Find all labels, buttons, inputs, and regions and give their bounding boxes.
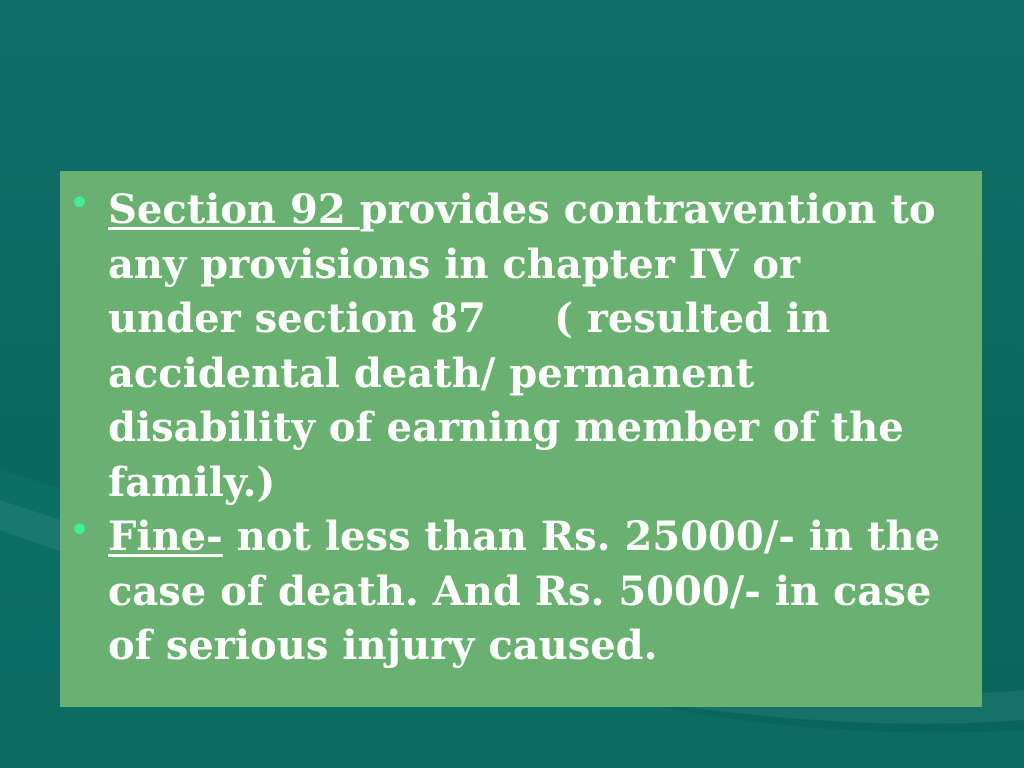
bullet-text-line: not less than Rs. 25000/- in the <box>222 513 941 560</box>
bullet-text-line: accidental death/ permanent <box>108 349 755 397</box>
bullet-item-section-92 <box>70 183 962 510</box>
bullet-text-line: of serious injury caused. <box>108 622 658 669</box>
content-box <box>60 171 982 707</box>
section-92-heading: Section 92 <box>108 186 360 233</box>
bullet-dot-icon: • <box>70 186 90 221</box>
fine-heading: Fine- <box>108 513 223 560</box>
bullet-text-line: disability of earning member of the <box>108 404 904 451</box>
bullet-text-line: case of death. And Rs. 5000/- in case <box>108 567 932 615</box>
bullet-text-line: under section 87 <box>108 295 486 342</box>
bullet-text-line: provides contravention to <box>359 186 936 233</box>
bullet-text-line: any provisions in chapter IV or <box>108 240 801 288</box>
bullet-text-line: ( resulted in <box>553 295 831 342</box>
bullet-text-line: family.) <box>108 458 276 506</box>
bullet-item-fine <box>70 510 962 674</box>
bullet-dot-icon: • <box>70 513 90 548</box>
